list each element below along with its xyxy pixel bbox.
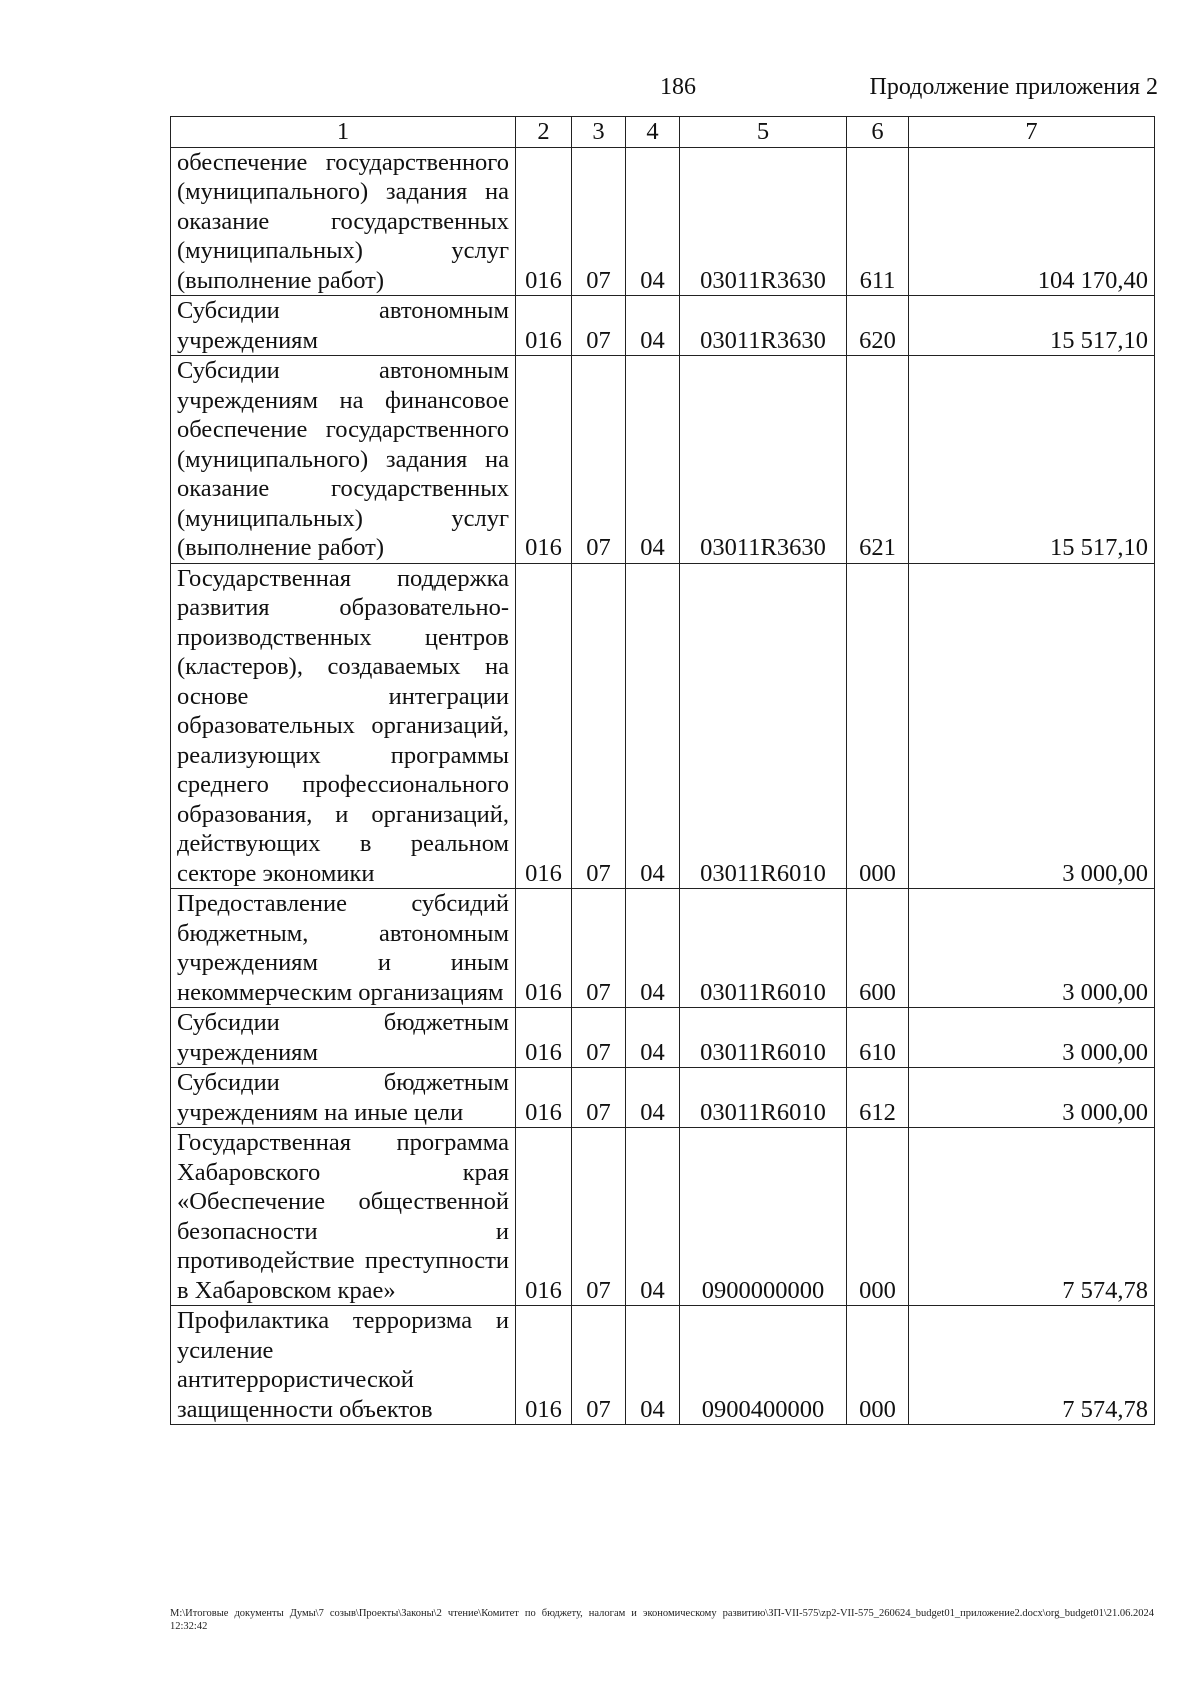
cell-expense-type: 611 (847, 147, 909, 296)
cell-expense-type: 621 (847, 356, 909, 564)
cell-target-article: 03011R3630 (680, 356, 847, 564)
cell-ministry-code: 016 (516, 296, 572, 356)
cell-ministry-code: 016 (516, 147, 572, 296)
cell-amount: 3 000,00 (909, 563, 1155, 889)
cell-expense-type: 610 (847, 1008, 909, 1068)
cell-expense-type: 600 (847, 889, 909, 1008)
cell-section: 07 (572, 1008, 626, 1068)
row-description: Субсидии автономным учреждениям на финансовое обеспечение государственного (муниципального) задания на оказание государственных (муниципальных) услуг (выполнение работ) (171, 356, 516, 564)
cell-expense-type: 000 (847, 1306, 909, 1425)
cell-subsection: 04 (626, 356, 680, 564)
table-row (171, 296, 1155, 356)
cell-section: 07 (572, 147, 626, 296)
table-row (171, 1128, 1155, 1306)
row-description: Профилактика терроризма и усиление антитеррористической защищенности объектов (171, 1306, 516, 1425)
table-row (171, 1306, 1155, 1425)
cell-amount: 7 574,78 (909, 1128, 1155, 1306)
cell-ministry-code: 016 (516, 1008, 572, 1068)
cell-target-article: 03011R6010 (680, 563, 847, 889)
cell-section: 07 (572, 296, 626, 356)
cell-section: 07 (572, 1306, 626, 1425)
column-header-row (171, 117, 1155, 148)
budget-table (170, 116, 1155, 1425)
cell-subsection: 04 (626, 889, 680, 1008)
table-row (171, 1008, 1155, 1068)
cell-target-article: 03011R6010 (680, 889, 847, 1008)
cell-subsection: 04 (626, 1128, 680, 1306)
continuation-label: Продолжение приложения 2 (869, 74, 1158, 100)
cell-amount: 7 574,78 (909, 1306, 1155, 1425)
cell-section: 07 (572, 1128, 626, 1306)
row-description: Предоставление субсидий бюджетным, автономным учреждениям и иным некоммерческим организациям (171, 889, 516, 1008)
column-header: 7 (909, 117, 1155, 148)
cell-section: 07 (572, 563, 626, 889)
table-row (171, 356, 1155, 564)
cell-subsection: 04 (626, 1306, 680, 1425)
page-header (0, 74, 1200, 108)
table-row (171, 563, 1155, 889)
cell-amount: 3 000,00 (909, 889, 1155, 1008)
column-header: 1 (171, 117, 516, 148)
cell-amount: 3 000,00 (909, 1008, 1155, 1068)
cell-section: 07 (572, 1068, 626, 1128)
cell-target-article: 0900000000 (680, 1128, 847, 1306)
cell-ministry-code: 016 (516, 1306, 572, 1425)
cell-amount: 104 170,40 (909, 147, 1155, 296)
row-description: Субсидии бюджетным учреждениям на иные цели (171, 1068, 516, 1128)
column-header: 6 (847, 117, 909, 148)
cell-expense-type: 612 (847, 1068, 909, 1128)
table-row (171, 889, 1155, 1008)
cell-amount: 15 517,10 (909, 356, 1155, 564)
cell-ministry-code: 016 (516, 1068, 572, 1128)
cell-subsection: 04 (626, 1008, 680, 1068)
cell-expense-type: 620 (847, 296, 909, 356)
cell-ministry-code: 016 (516, 1128, 572, 1306)
cell-subsection: 04 (626, 1068, 680, 1128)
column-header: 2 (516, 117, 572, 148)
cell-section: 07 (572, 889, 626, 1008)
cell-ministry-code: 016 (516, 889, 572, 1008)
cell-subsection: 04 (626, 563, 680, 889)
table-row (171, 147, 1155, 296)
row-description: Субсидии бюджетным учреждениям (171, 1008, 516, 1068)
cell-subsection: 04 (626, 296, 680, 356)
page-number: 186 (660, 74, 696, 100)
cell-ministry-code: 016 (516, 563, 572, 889)
row-description: Субсидии автономным учреждениям (171, 296, 516, 356)
cell-target-article: 03011R6010 (680, 1068, 847, 1128)
cell-expense-type: 000 (847, 563, 909, 889)
column-header: 3 (572, 117, 626, 148)
cell-amount: 3 000,00 (909, 1068, 1155, 1128)
table-row (171, 1068, 1155, 1128)
cell-target-article: 0900400000 (680, 1306, 847, 1425)
cell-subsection: 04 (626, 147, 680, 296)
cell-ministry-code: 016 (516, 356, 572, 564)
row-description: Государственная поддержка развития образовательно-производственных центров (кластеров), создаваемых на основе интеграции образовательных организаций, реализующих программы среднего профессионального образования, и организаций, действующих в реальном секторе экономики (171, 563, 516, 889)
cell-amount: 15 517,10 (909, 296, 1155, 356)
cell-expense-type: 000 (847, 1128, 909, 1306)
cell-section: 07 (572, 356, 626, 564)
row-description: обеспечение государственного (муниципального) задания на оказание государственных (муниципальных) услуг (выполнение работ) (171, 147, 516, 296)
cell-target-article: 03011R6010 (680, 1008, 847, 1068)
row-description: Государственная программа Хабаровского края «Обеспечение общественной безопасности и противодействие преступности в Хабаровском крае» (171, 1128, 516, 1306)
document-path-footer: M:\Итоговые документы Думы\7 созыв\Проекты\Законы\2 чтение\Комитет по бюджету, налогам и экономическому развитию\ЗП-VII-575\zp2-VII-575_260624_budget01_приложение2.docx\org_budget01\21.06.2024 12:32:42 (170, 1608, 1154, 1632)
column-header: 4 (626, 117, 680, 148)
column-header: 5 (680, 117, 847, 148)
cell-target-article: 03011R3630 (680, 147, 847, 296)
cell-target-article: 03011R3630 (680, 296, 847, 356)
